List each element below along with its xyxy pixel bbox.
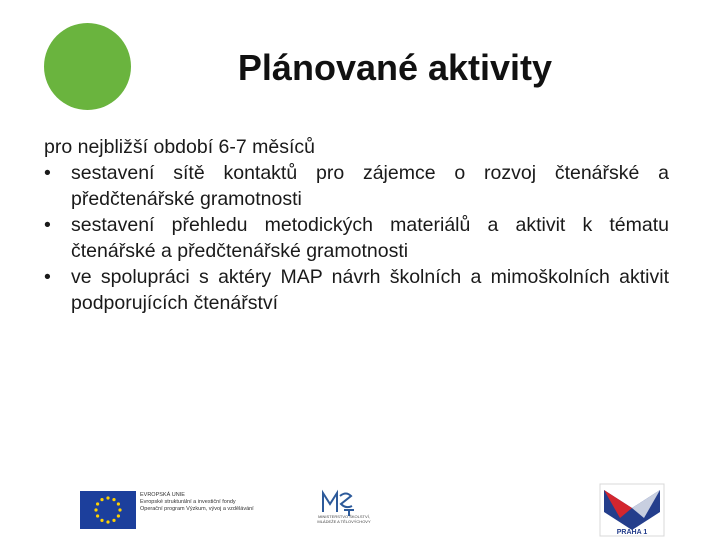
intro-text: pro nejbližší období 6-7 měsíců: [44, 136, 315, 158]
bullet-item: [44, 264, 669, 316]
eu-flag-icon: [80, 491, 136, 529]
msmt-logo-text: [306, 514, 382, 524]
msmt-logo-line: MINISTERSTVO ŠKOLSTVÍ,: [318, 514, 370, 519]
bullet-icon: •: [44, 214, 51, 236]
slide-title: Plánované aktivity: [237, 47, 553, 88]
bullet-text: sestavení přehledu metodických materiálů a aktivit k tématu čtenářské a předčtenářské gramotnosti: [71, 214, 669, 262]
footer-logos: [0, 476, 720, 540]
eu-logo-line: EVROPSKÁ UNIE: [140, 492, 185, 498]
slide-body: [44, 134, 669, 316]
msmt-logo-icon: [320, 488, 356, 516]
bullet-text: ve spolupráci s aktéry MAP návrh školních a mimoškolních aktivit podporujících čtenářství: [71, 266, 669, 314]
eu-logo-line: Evropské strukturální a investiční fondy: [140, 499, 236, 505]
bullet-icon: •: [44, 266, 51, 288]
bullet-item: [44, 212, 669, 264]
praha-logo-icon: [596, 482, 668, 538]
bullet-list: [44, 160, 669, 316]
msmt-logo-line: MLÁDEŽE A TĚLOVÝCHOVY: [317, 519, 371, 524]
eu-logo-line: Operační program Výzkum, vývoj a vzdělávání: [140, 506, 254, 512]
bullet-icon: •: [44, 162, 51, 184]
eu-logo-text: [140, 492, 290, 513]
green-circle-decoration: [44, 23, 131, 110]
bullet-item: [44, 160, 669, 212]
praha-logo-label: PRAHA 1: [616, 529, 648, 536]
bullet-text: sestavení sítě kontaktů pro zájemce o rozvoj čtenářské a předčtenářské gramotnosti: [71, 162, 669, 210]
